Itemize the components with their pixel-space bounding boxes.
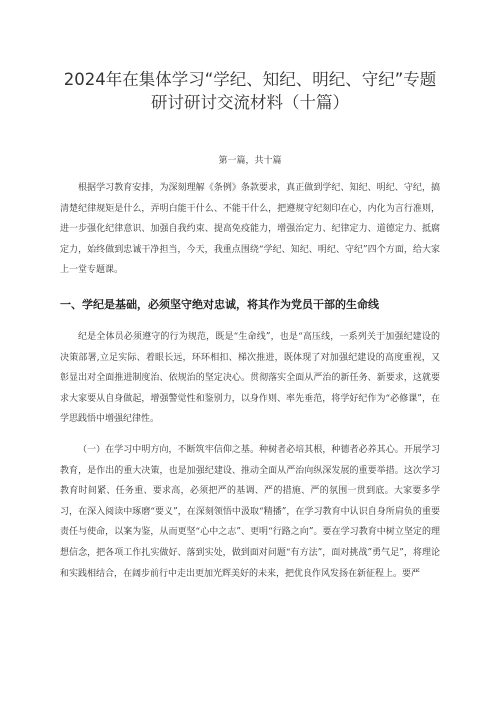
body-paragraph: （一）在学习中明方向，不断筑牢信仰之基。种树者必培其根，种德者必养其心。开展学习教育，是作出的重大决策，也是加强纪建设、推动全面从严治向纵深发展的重要举措。这次学习教育时间紧、任务重、要求高，必须把严的基调、严的措施、严的氛围一贯到底。大家要多学习，在深入阅读中琢磨“要义”，在深刻领悟中汲取“精播”，在学习教育中认识自身所肩负的重要责任与使命，以案为鉴，从而更坚“心中之志”、更明“行路之向”。要在学习教育中树立坚定的理想信念，把各项工作扎实做好、落到实处，做到面对问题“有方法”，面对挑战”勇气足”，将理论和实践相结合，在阔步前行中走出更加光辉美好的未来，把优良作风发扬在新征程上。要严 — [60, 444, 440, 579]
intro-paragraph: 根据学习教育安排，为深刻理解《条例》条款要求，真正做到学纪、知纪、明纪、守纪，搞清楚纪律规矩是什么，弄明白能干什么、不能干什么，把遵规守纪刻印在心，内化为言行准则，进一步强化纪律意识、加强自我约束、提高免疫能力，增强治定力、纪律定力、道德定力、抵腐定力，始终做到忠诚干净担当，今天，我重点围绕“学纪、知纪、明纪、守纪”四个方面，给大家上一堂专题课。 — [60, 183, 440, 276]
body-paragraph: 纪是全体员必须遵守的行为规范，既是“生命线”，也是“高压线，一系列关于加强纪建设的决策部署,立足实际、着眼长远，环环相扣、梯次推进，既体现了对加强纪建设的高度重视，又彰显出对全面推进制度治、依规治的坚定决心。贯彻落实全面从严治的新任务、新要求，这就要求大家要从自身做起，增强警觉性和鉴别力，以身作则、率先垂范，将学好纪作为“必修课”，在学思践悟中增强纪律性。 — [60, 331, 440, 425]
section-heading: 一、学纪是基础，必须坚守绝对忠诚，将其作为党员干部的生命线 — [60, 297, 379, 311]
document-title: 2024年在集体学习“学纪、知纪、明纪、守纪”专题研讨研讨交流材料（十篇） — [63, 70, 437, 112]
document-subtitle: 第一篇，共十篇 — [218, 156, 282, 166]
